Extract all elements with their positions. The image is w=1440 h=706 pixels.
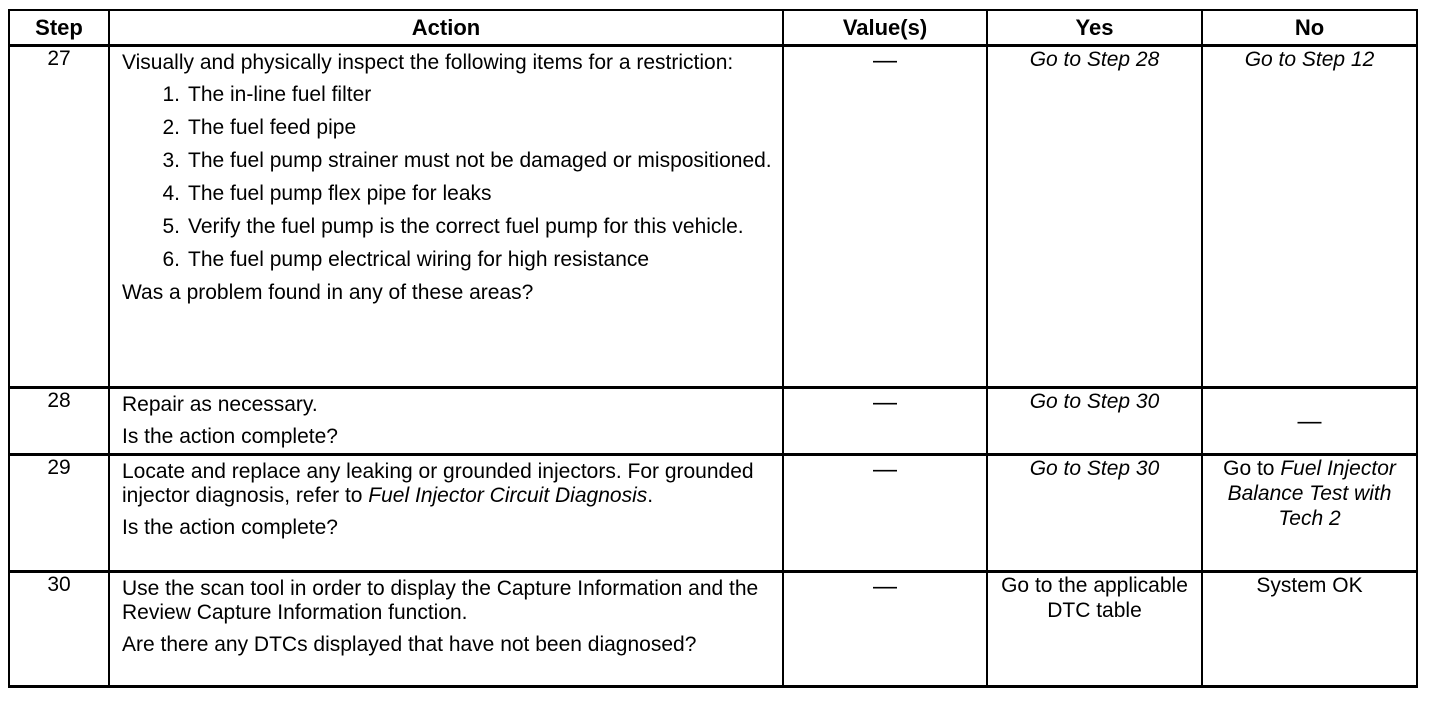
step-value: — — [783, 388, 987, 455]
step-row-28 — [9, 388, 1417, 455]
step-row-30 — [9, 572, 1417, 687]
yes-answer — [987, 388, 1202, 455]
header-row — [9, 10, 1417, 46]
step-number: 30 — [9, 572, 109, 687]
action-question: Are there any DTCs displayed that have not been diagnosed? — [122, 633, 697, 656]
yes-answer — [987, 455, 1202, 572]
action-question: Is the action complete? — [122, 516, 338, 539]
step-value: — — [783, 455, 987, 572]
no-answer: System OK — [1202, 572, 1417, 687]
reference-link[interactable]: Fuel Injector Circuit Diagnosis — [368, 484, 648, 507]
action-text: Repair as necessary. — [122, 393, 318, 416]
yes-link[interactable]: Go to Step 30 — [1029, 457, 1160, 480]
list-item: 5. Verify the fuel pump is the correct fuel pump for this vehicle. — [162, 215, 744, 238]
list-item: 1. The in-line fuel filter — [162, 83, 372, 106]
inspection-list — [122, 83, 772, 272]
step-action — [109, 388, 783, 455]
header-values: Value(s) — [783, 10, 987, 46]
step-action — [109, 455, 783, 572]
list-item: 6. The fuel pump electrical wiring for high resistance — [162, 248, 650, 271]
list-item: 4. The fuel pump flex pipe for leaks — [162, 182, 492, 205]
header-no: No — [1202, 10, 1417, 46]
header-yes: Yes — [987, 10, 1202, 46]
action-question: Is the action complete? — [122, 425, 338, 448]
list-item: 3. The fuel pump strainer must not be damaged or mispositioned. — [162, 149, 772, 172]
diagnostic-table — [8, 9, 1418, 688]
header-step: Step — [9, 10, 109, 46]
list-item: 2. The fuel feed pipe — [162, 116, 357, 139]
yes-link[interactable]: Go to Step 30 — [1029, 390, 1160, 413]
step-number: 29 — [9, 455, 109, 572]
no-link[interactable]: Fuel Injector Balance Test with Tech 2 — [1227, 457, 1396, 530]
step-action — [109, 46, 783, 388]
yes-answer: Go to the applicable DTC table — [987, 572, 1202, 687]
action-question: Was a problem found in any of these areas? — [122, 281, 534, 304]
step-row-27 — [9, 46, 1417, 388]
action-text: Locate and replace any leaking or grounded injectors. For grounded injector diagnosis, refer to Fuel Injector Circuit Diagnosis. — [122, 460, 754, 507]
no-answer — [1202, 46, 1417, 388]
no-answer: Go to Fuel Injector Balance Test with Tech 2 — [1202, 455, 1417, 572]
step-action — [109, 572, 783, 687]
no-link[interactable]: Go to Step 12 — [1244, 48, 1375, 71]
no-answer: — — [1202, 388, 1417, 455]
yes-link[interactable]: Go to Step 28 — [1029, 48, 1160, 71]
action-text: Use the scan tool in order to display the Capture Information and the Review Capture Information function. — [122, 577, 759, 624]
step-row-29 — [9, 455, 1417, 572]
step-value: — — [783, 46, 987, 388]
header-action: Action — [109, 10, 783, 46]
step-value: — — [783, 572, 987, 687]
yes-answer — [987, 46, 1202, 388]
action-intro: Visually and physically inspect the following items for a restriction: — [122, 51, 734, 74]
step-number: 27 — [9, 46, 109, 388]
step-number: 28 — [9, 388, 109, 455]
